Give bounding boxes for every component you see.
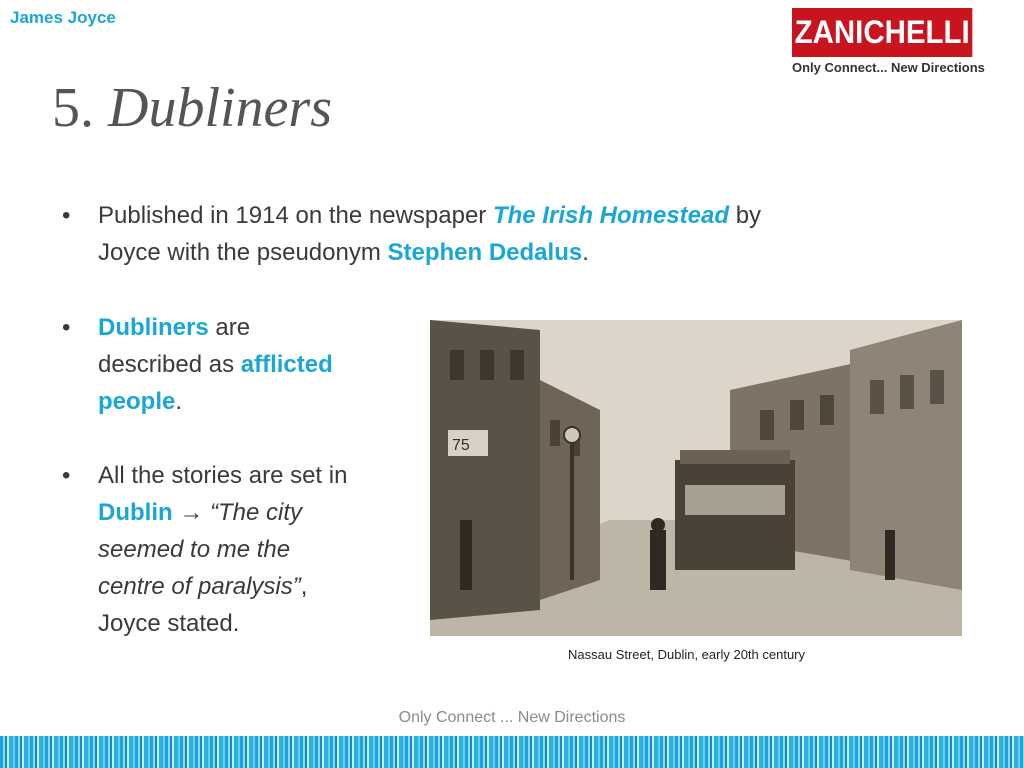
bullet-text-part: described as	[98, 351, 241, 378]
bullet-text	[98, 197, 928, 271]
bullet-text-part: ,	[300, 573, 308, 600]
newspaper-name: The Irish Homestead	[492, 202, 730, 229]
header-label: James Joyce	[10, 8, 116, 27]
nassau-street-photo	[430, 320, 962, 636]
dubliners-term: Dubliners	[98, 314, 209, 341]
bullet-item	[62, 309, 402, 424]
street-scene-image	[430, 320, 962, 636]
bullet-marker: •	[62, 202, 71, 229]
bullet-marker: •	[62, 314, 71, 341]
bullet-text-part: .	[175, 388, 183, 415]
footer-decorative-bar	[0, 736, 1024, 768]
bullet-text-part: .	[582, 239, 589, 266]
quote-part: centre of paralysis”	[98, 573, 301, 600]
logo-brand: ZANICHELLI	[794, 14, 970, 50]
logo-tagline: Only Connect... New Directions	[792, 60, 985, 75]
photo-caption: Nassau Street, Dublin, early 20th century	[568, 647, 806, 662]
arrow-icon: →	[172, 499, 210, 526]
sign-number: 75	[452, 437, 470, 454]
bullet-text-part: Joyce stated.	[98, 610, 240, 637]
slide-title	[52, 76, 332, 140]
dublin-term: Dublin	[98, 499, 173, 526]
bullet-text	[98, 457, 408, 642]
zanichelli-logo	[792, 8, 972, 57]
title-number: 5.	[52, 77, 94, 139]
title-name: Dubliners	[108, 77, 332, 139]
bullet-text-part: are	[208, 314, 251, 341]
bullet-item	[62, 197, 922, 277]
bullet-text-part: by	[729, 202, 762, 229]
bullet-text-part: All the stories are set in	[98, 462, 348, 489]
bullet-text-part: Published in 1914 on the newspaper	[98, 202, 493, 229]
quote-part: seemed to me the	[98, 536, 291, 563]
bullet-text-part: Joyce with the pseudonym	[98, 239, 388, 266]
quote-part: “The city	[210, 499, 303, 526]
afflicted-term: afflicted	[240, 351, 333, 378]
bullet-item	[62, 457, 412, 647]
pseudonym: Stephen Dedalus	[387, 239, 583, 266]
bullet-marker: •	[62, 462, 71, 489]
people-term: people	[98, 388, 176, 415]
footer-text: Only Connect ... New Directions	[398, 709, 626, 726]
bullet-text	[98, 309, 398, 420]
